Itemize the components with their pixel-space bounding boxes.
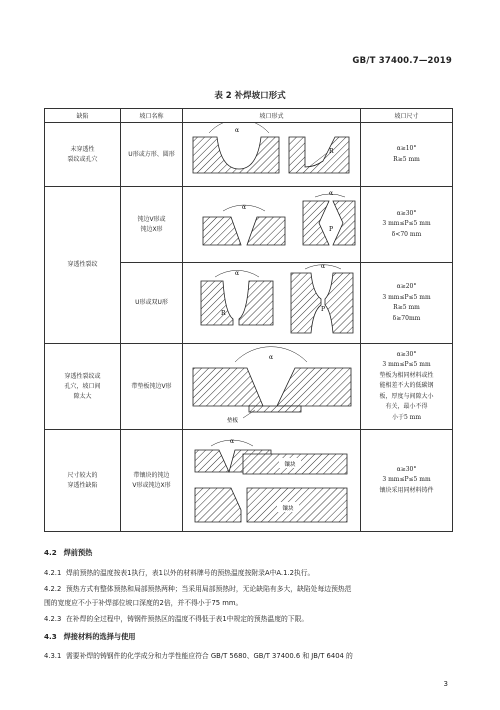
standard-header: GB/T 37400.7—2019 bbox=[352, 56, 452, 66]
groove-name-cell: U形或双U形 bbox=[121, 263, 183, 344]
svg-text:α: α bbox=[229, 438, 235, 445]
paragraph-4-2-1: 4.2.1 焊前预热的温度按表1执行，表1以外的材料牌号的预热温度按附录A中A.1.2执行。 bbox=[44, 569, 315, 577]
defect-cell: 尺寸较大的 穿透性缺陷 bbox=[45, 430, 121, 532]
col-header-defect: 缺陷 bbox=[45, 109, 121, 123]
paragraph-4-3-1: 4.3.1 需要补焊的铸钢件的化学成分和力学性能应符合 GB/T 5680、GB/T 37400.6 和 JB/T 6404 的 bbox=[44, 652, 353, 660]
groove-table bbox=[44, 108, 453, 532]
table-row bbox=[45, 430, 453, 532]
dims-cell: α≥20° 3 mm≤P≤5 mm R≥5 mm δ≥70mm bbox=[361, 263, 453, 344]
defect-cell: 穿透性裂纹或 孔穴，坡口间 隙太大 bbox=[45, 344, 121, 430]
table-caption: 表 2 补焊坡口形式 bbox=[214, 91, 286, 101]
dims-cell: α≥30° 3 mm≤P≤5 mm δ<70 mm bbox=[361, 187, 453, 263]
col-header-groove-name: 坡口名称 bbox=[121, 109, 183, 123]
r-label: R bbox=[329, 148, 334, 155]
svg-text:P: P bbox=[320, 306, 326, 313]
groove-figure-cell bbox=[183, 263, 361, 344]
insert-top-label: 镶块 bbox=[284, 462, 296, 468]
u-groove-figure bbox=[183, 123, 361, 186]
table-header-row bbox=[45, 109, 453, 123]
section-4-2-heading: 4.2 焊前预热 bbox=[44, 548, 93, 557]
table-row bbox=[45, 187, 453, 263]
backing-plate-label: 垫板 bbox=[227, 418, 239, 424]
col-header-groove-form: 坡口形式 bbox=[183, 109, 361, 123]
section-4-3-heading: 4.3 焊接材料的选择与使用 bbox=[44, 632, 136, 641]
groove-figure-cell bbox=[183, 430, 361, 532]
svg-text:α: α bbox=[241, 204, 247, 211]
paragraph-4-2-3: 4.2.3 在补焊的全过程中，铸钢件预热区的温度不得低于表1中规定的预热温度的下限。 bbox=[44, 615, 309, 623]
svg-text:α: α bbox=[320, 263, 326, 270]
svg-text:α: α bbox=[328, 190, 334, 197]
backing-plate-figure bbox=[183, 344, 361, 429]
v-groove-figure bbox=[183, 187, 361, 262]
table-row bbox=[45, 344, 453, 430]
groove-name-cell: 钝边V形或 钝边X形 bbox=[121, 187, 183, 263]
defect-cell: 穿透性裂纹 bbox=[45, 187, 121, 344]
paragraph-4-2-2-cont: 围的宽度应不小于补焊部位坡口深度的2倍，并不得小于75 mm。 bbox=[44, 599, 243, 607]
groove-figure-cell bbox=[183, 344, 361, 430]
insert-bottom-label: 镶块 bbox=[282, 506, 294, 512]
dims-cell: α≥10° R≥5 mm bbox=[361, 123, 453, 187]
groove-figure-cell bbox=[183, 123, 361, 187]
col-header-groove-dims: 坡口尺寸 bbox=[361, 109, 453, 123]
insert-block-figure bbox=[183, 430, 361, 531]
svg-text:α: α bbox=[234, 270, 240, 277]
dims-cell: α≥30° 3 mm≤P≤5 mm 镶块采用同材料铸件 bbox=[361, 430, 453, 532]
groove-name-cell: 带镶块的钝边 V形或钝边X形 bbox=[121, 430, 183, 532]
u-double-u-figure bbox=[183, 263, 361, 343]
alpha-label: α bbox=[234, 127, 240, 134]
table-row bbox=[45, 123, 453, 187]
page-number: 3 bbox=[443, 680, 448, 688]
svg-text:P: P bbox=[328, 226, 334, 233]
defect-cell: 未穿透性 裂纹或孔穴 bbox=[45, 123, 121, 187]
svg-text:α: α bbox=[268, 354, 274, 361]
paragraph-4-2-2: 4.2.2 预热方式有整体预热和局部预热两种；当采用局部预热时，无论缺陷有多大，缺陷处每边预热范 bbox=[44, 585, 352, 593]
groove-name-cell: U形或方形、圆形 bbox=[121, 123, 183, 187]
svg-text:R: R bbox=[221, 310, 226, 317]
groove-name-cell: 带垫板钝边V形 bbox=[121, 344, 183, 430]
dims-cell: α≥30° 3 mm≤P≤5 mm 垫板为相同材料或性 能相差不大的低碳钢 板，厚度与间隙大小 有关，最小不得 小于5 mm bbox=[361, 344, 453, 430]
groove-figure-cell bbox=[183, 187, 361, 263]
